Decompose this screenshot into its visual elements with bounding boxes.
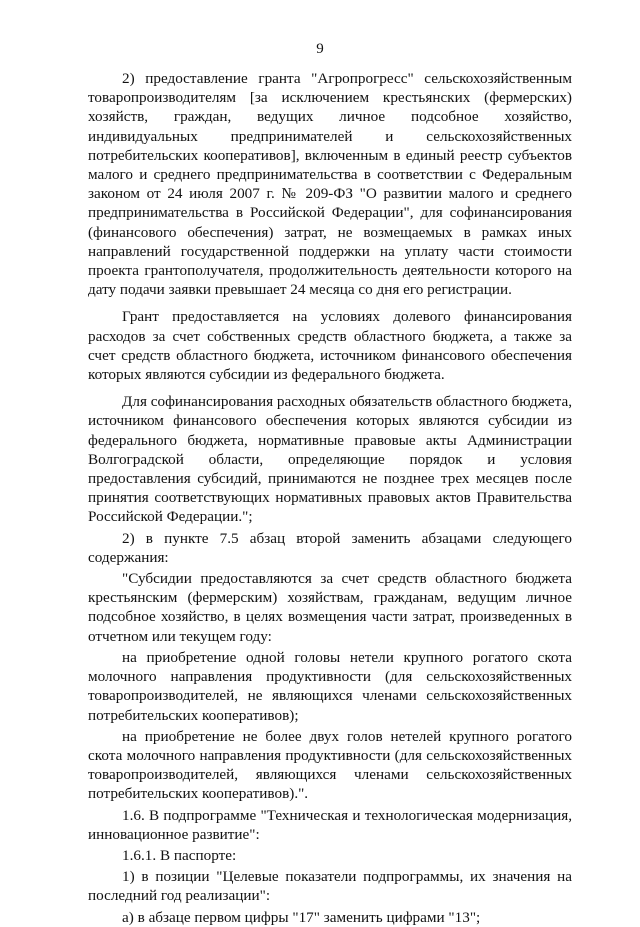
document-body	[88, 69, 572, 927]
paragraph-item-7-5: 2) в пункте 7.5 абзац второй заменить абзацами следующего содержания:	[88, 529, 572, 566]
paragraph-subprogram-1-6: 1.6. В подпрограмме "Техническая и технологическая модернизация, инновационное развитие":	[88, 806, 572, 843]
page-number: 9	[316, 41, 324, 57]
paragraph-subsidies: "Субсидии предоставляются за счет средств областного бюджета крестьянским (фермерским) хозяйствам, гражданам, ведущим личное подсобное хозяйство, в целях возмещения части затрат, произведенных в отчетном или текущем году:	[88, 570, 572, 645]
paragraph-target-indicators: 1) в позиции "Целевые показатели подпрограммы, их значения на последний год реализации":	[88, 868, 572, 905]
paragraph-cofinancing: Для софинансирования расходных обязательств областного бюджета, источником финансового обеспечения которых являются субсидии из федерального бюджета, нормативные правовые акты Администрации Волгоградской области, определяющие порядок и условия предоставления субсидий, принимаются не позднее трех месяцев после принятия соответствующих нормативных правовых актов Правительства Российской Федерации.";	[88, 393, 572, 526]
paragraph-passport-1-6-1: 1.6.1. В паспорте:	[122, 846, 237, 864]
paragraph-two-heifers: на приобретение не более двух голов нетелей крупного рогатого скота молочного направления продуктивности (для сельскохозяйственных товаропроизводителей, являющихся членами сельскохозяйственных потребительских кооперативов).".	[88, 727, 572, 803]
paragraph-replace-figures: а) в абзаце первом цифры "17" заменить цифрами "13";	[122, 908, 481, 926]
paragraph-grant-conditions: Грант предоставляется на условиях долевого финансирования расходов за счет собственных средств областного бюджета, а также за счет средств областного бюджета, источником финансового обеспечения которых являются субсидии из федерального бюджета.	[88, 308, 572, 384]
paragraph-one-heifer: на приобретение одной головы нетели крупного рогатого скота молочного направления продуктивности (для сельскохозяйственных товаропроизводителей, не являющихся членами сельскохозяйственных потребительских кооперативов);	[88, 648, 572, 724]
paragraph-grant-agroprogress: 2) предоставление гранта "Агропрогресс" сельскохозяйственным товаропроизводителям [за исключением крестьянских (фермерских) хозяйств, граждан, ведущих личное подсобное хозяйство, индивидуальных предпринимателей и сельскохозяйственных потребительских кооперативов], включенным в единый реестр субъектов малого и среднего предпринимательства в соответствии с Федеральным законом от 24 июля 2007 г. № 209-ФЗ "О развитии малого и среднего предпринимательства в Российской Федерации", для софинансирования (финансового обеспечения) затрат, не возмещаемых в рамках иных направлений государственной поддержки на уплату части стоимости проекта грантополучателя, продолжительность деятельности которого на дату подачи заявки превышает 24 месяца со дня его регистрации.	[88, 70, 572, 299]
